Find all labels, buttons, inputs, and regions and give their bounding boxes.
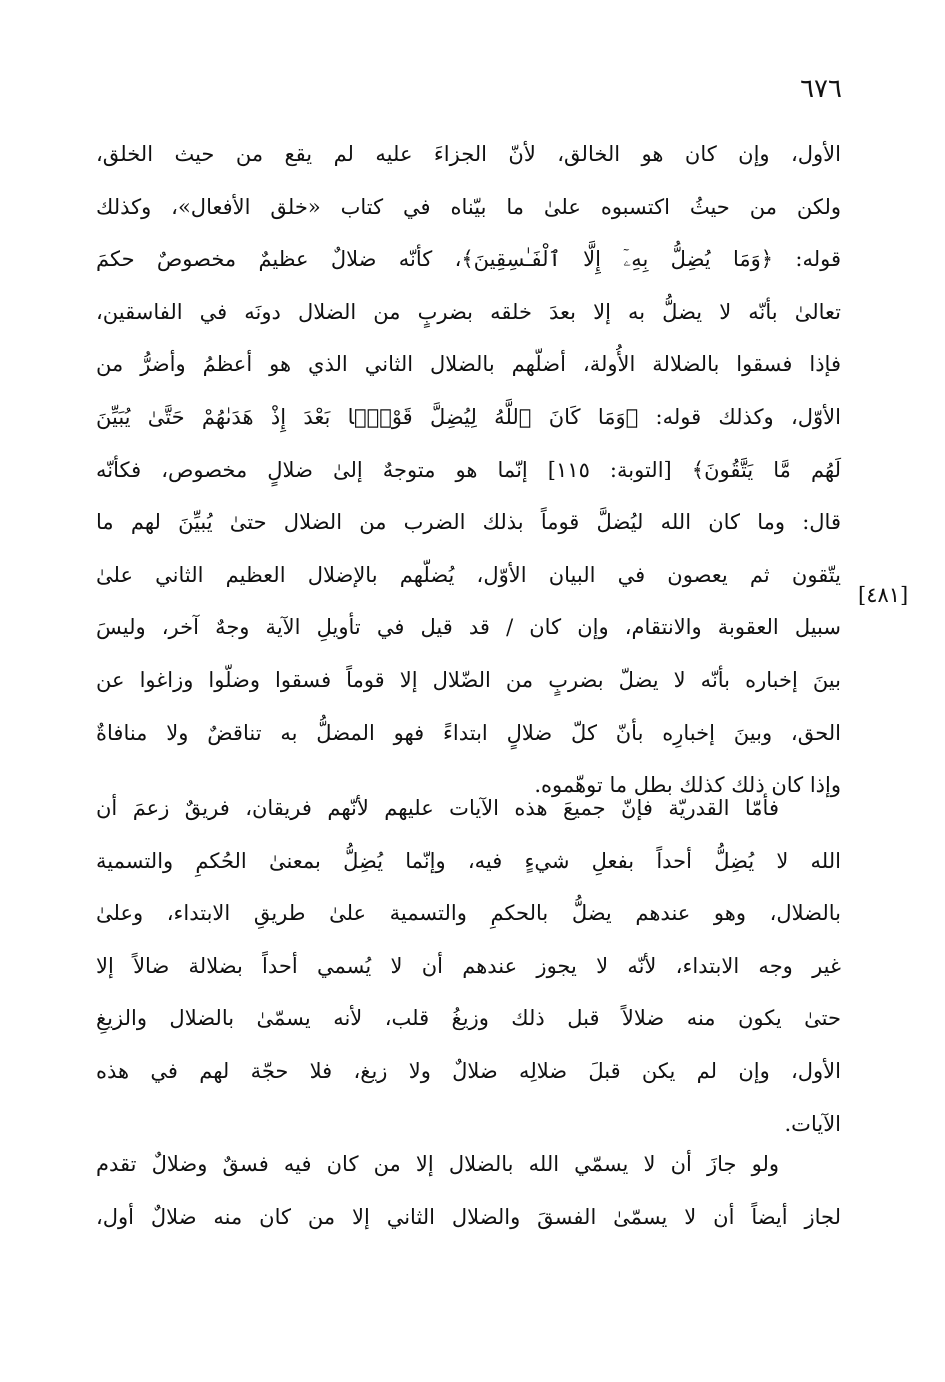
paragraph-1 — [96, 128, 841, 812]
paragraph-2 — [96, 782, 841, 1150]
text-line: الأول، وإن كان هو الخالق، لأنّ الجزاءَ عليه لم يقع من حيث الخلق، — [96, 142, 841, 166]
text-line: بالضلال، وهو عندهم يضلُّ بالحكمِ والتسمية علىٰ طريقِ الابتداء، وعلىٰ — [96, 901, 841, 926]
text-line: لجاز أيضاً أن لا يسمّىٰ الفسقَ والضلال الثاني إلا من كان منه ضلالٌ أول، — [96, 1204, 841, 1229]
text-line: الأول، وإن لم يكن قبلَ ضلالِه ضلالٌ ولا زيغ، فلا حجّة لهم في هذه — [96, 1058, 841, 1083]
text-line: قوله: ﴿وَمَا يُضِلُّ بِهِۦٓ إِلَّا ٱلْفَـٰسِقِينَ﴾، كأنّه ضلالٌ عظيمٌ مخصوصٌ حكمَ — [96, 247, 841, 272]
text-line: يتّقون ثم يعصون في البيان الأوّل، يُضلّهم بالإضلال العظيم الثاني علىٰ — [96, 562, 841, 587]
text-line: قال: وما كان الله ليُضلَّ قوماً بذلك الضرب من الضلال حتىٰ يُبيِّنَ لهم ما — [96, 510, 841, 535]
text-line: حتىٰ يكون منه ضلالاً قبل ذلك وزيغُ قلب، لأنه يسمّىٰ بالضلال والزيغِ — [96, 1006, 841, 1031]
text-line: ولو جازَ أن لا يسمّي الله بالضلال إلا من كان فيه فسقٌ وضلالٌ تقدم — [96, 1152, 779, 1176]
text-line: ولكن من حيثُ اكتسبوه علىٰ ما بيّناه في كتاب «خلق الأفعال»، وكذلك — [96, 194, 841, 219]
text-line: الأوّل، وكذلك قوله: ﴿وَمَا كَانَ ٱللَّهُ لِيُضِلَّ قَوْمًۢا بَعْدَ إِذْ هَدَىٰهُمْ حَتَّىٰ يُبَيِّنَ — [96, 404, 841, 429]
text-line: وإذا كان ذلك كذلك بطل ما توهّموه. — [534, 773, 841, 798]
text-line: سبيل العقوبة والانتقام، وإن كان / قد قيل في تأويلِ الآية وجهٌ آخر، وليسَ — [96, 615, 841, 640]
paragraph-3 — [96, 1138, 841, 1243]
text-line: بينَ إخباره بأنّه لا يضلّ بضربٍ من الضّلال إلا قوماً فسقوا وضلّوا وزاغوا عن — [96, 667, 841, 692]
text-line: تعالىٰ بأنّه لا يضلُّ به إلا بعدَ خلقه بضربٍ من الضلال دونَه في الفاسقين، — [96, 299, 842, 324]
text-line: فأمّا القدريّة فإنّ جميعَ هذه الآيات عليهم لأنّهم فريقان، فريقٌ زعمَ أن — [96, 796, 779, 820]
text-line: الله لا يُضِلُّ أحداً بفعلِ شيءٍ فيه، وإنّما يُضِلُّ بمعنىٰ الحُكمِ والتسمية — [96, 848, 841, 873]
text-line: غير وجه الابتداء، لأنّه لا يجوز عندهم أن لا يُسمي أحداً بضلالة ضالاً إلا — [96, 953, 841, 978]
page-number: ٦٧٦ — [800, 74, 842, 104]
text-line: الحق، وبينَ إخبارِه بأنّ كلّ ضلالٍ ابتداءً فهو المضلُّ به تناقضٌ ولا منافاةٌ — [96, 720, 841, 745]
text-line: لَهُم مَّا يَتَّقُونَ﴾ [التوبة: ١١٥] إنّما هو متوجهٌ إلىٰ ضلالٍ مخصوص، فكأنّه — [96, 457, 841, 482]
text-line: فإذا فسقوا بالضلالة الأُولة، أضلّهم بالضلال الثاني الذي هو أعظمُ وأضرُّ من — [96, 352, 841, 377]
text-line: الآيات. — [784, 1111, 841, 1136]
margin-reference: [٤٨١] — [858, 583, 909, 607]
